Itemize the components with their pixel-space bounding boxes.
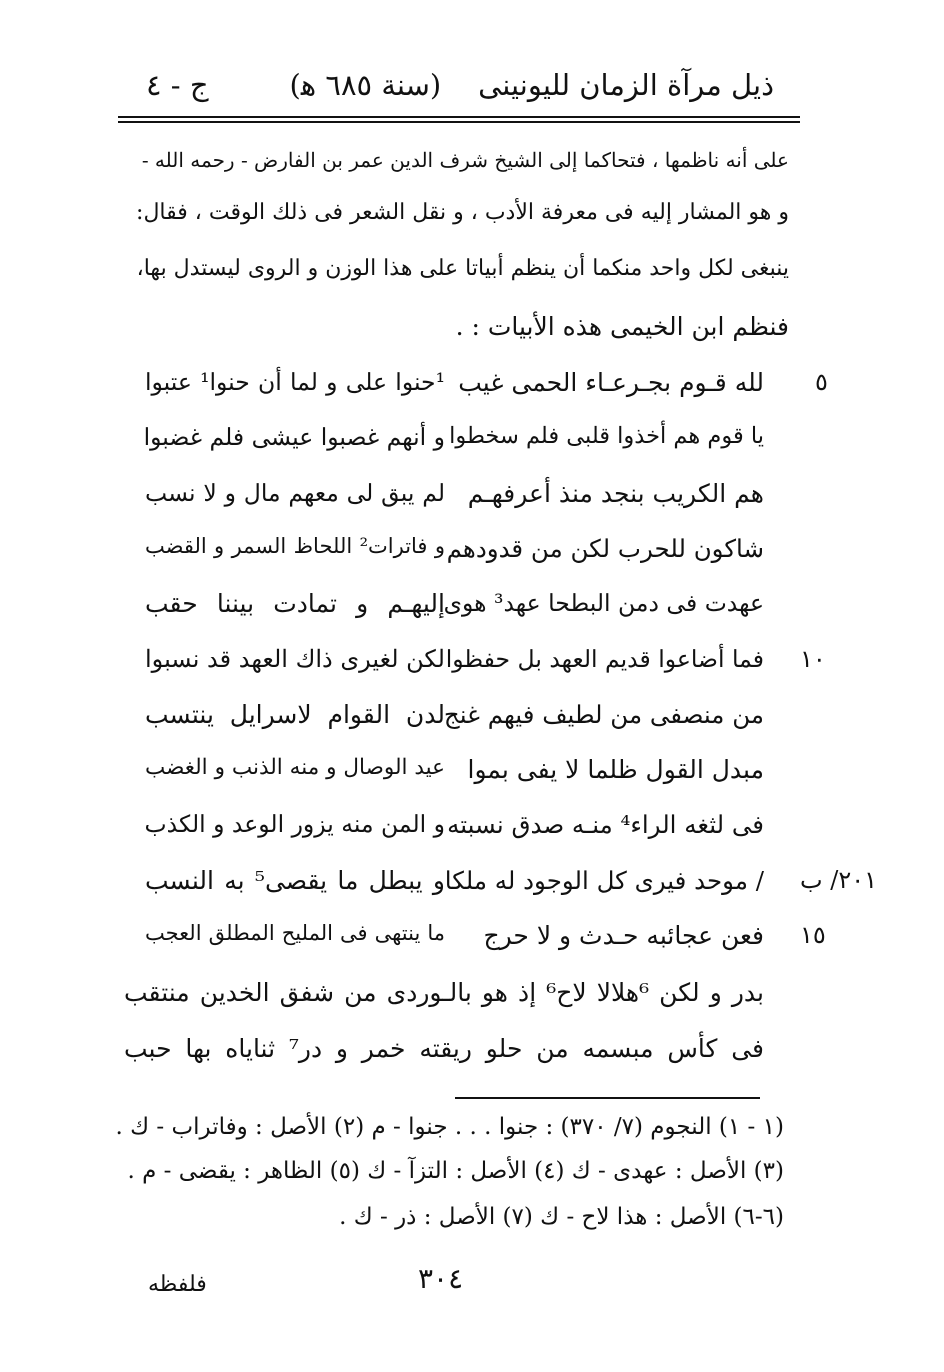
header-year: (سنة ٦٨٥ ﻫ) <box>289 68 442 102</box>
verse-first-hemistich: هم الكريب بنجد منذ أعرفهـم <box>467 479 764 508</box>
verse-second-hemistich: و المن منه يزور الوعد و الكذب <box>144 810 445 838</box>
verse-first-hemistich: عهدت فى دمن البطحا عهد³ هوى <box>443 589 764 617</box>
verse-second-hemistich: و يبطل ما يقصى⁵ به النسب <box>145 866 445 895</box>
page-number: ٣٠٤ <box>418 1262 464 1295</box>
verse-first-hemistich: شاكون للحرب لكن من قدودهم <box>446 534 764 563</box>
verse-line-number: ٥ <box>815 368 828 396</box>
verse-second-hemistich: و أنهم غصبوا عيشى فلم غضبوا <box>143 423 445 451</box>
verse-first-hemistich: يا قوم هم أخذوا قلبى فلم سخطوا <box>449 423 764 449</box>
prose-line: ينبغى لكل واحد منكما أن ينظم أبياتا على هذا الوزن و الروى ليستدل بها، <box>136 256 789 281</box>
verse-first-hemistich: فعن عجائبه حـدث و لا حرج <box>483 921 764 950</box>
verse-first-hemistich: / موحد فيرى كل الوجود له ملكا <box>444 866 764 895</box>
verse-line-number: ١٠ <box>800 645 826 673</box>
verse-second-hemistich: لدن القوام لاسرايل ينتسب <box>145 700 445 729</box>
prose-line: و هو المشار إليه فى معرفة الأدب ، و نقل الشعر فى ذلك الوقت ، فقال: <box>136 200 789 225</box>
footnote-line: (٣) الأصل : عهدى - ك (٤) الأصل : التزآ - ك (٥) الظاهر : يقضى - م . <box>127 1158 784 1184</box>
header-rule <box>118 116 800 118</box>
header-rule-thin <box>118 121 800 123</box>
verse-first-hemistich: مبدل القول ظلما لا يفى بموا <box>467 755 764 784</box>
verse-second-hemistich: إليهـم و تمادت بيننا حقب <box>145 589 445 618</box>
footnote-rule <box>455 1097 760 1099</box>
footnote-line: (١ - ١) النجوم (٧/ ٣٧٠) : جنوا . . . جنوا - م (٢) الأصل : وفاتراب - ك . <box>115 1114 784 1140</box>
running-header-title <box>290 68 774 102</box>
verse-wide-line: فى كأس مبسمه من حلو ريقته خمر و در⁷ ثناياه بها حبب <box>124 1034 764 1063</box>
verse-second-hemistich: لم يبق لى معهم مال و لا نسب <box>145 479 445 507</box>
volume-label: ج - ٤ <box>146 68 209 102</box>
verse-first-hemistich: فى لثغه الراء⁴ منـه صدق نسبته <box>447 810 764 839</box>
book-title: ذيل مرآة الزمان لليونينى <box>478 68 774 102</box>
verse-second-hemistich: و فاترات² اللحاظ السمر و القضب <box>145 534 445 558</box>
verse-second-hemistich: عيد الوصال و منه الذنب و الغضب <box>145 755 445 780</box>
verse-first-hemistich: لله قـوم بجـرعـاء الحمى غيب <box>458 368 764 397</box>
verse-first-hemistich: فما أضاعوا قديم العهد بل حفظوا <box>445 645 764 673</box>
verse-wide-line: بدر و لكن ⁶هلالا لاح⁶ إذ هو بالـوردى من شفق الخدين منتقب <box>124 978 764 1007</box>
verse-second-hemistich: ما ينتهى فى المليح المطلق العجب <box>145 921 445 945</box>
verse-first-hemistich: من منصفى من لطيف فيهم غنج <box>443 700 764 729</box>
footnote-line: (٦-٦) الأصل : هذا لاح - ك (٧) الأصل : ذر - ك . <box>339 1204 784 1230</box>
verse-second-hemistich: ¹حنوا على و لما أن حنوا¹ عتبوا <box>145 368 446 396</box>
verse-line-number: ١٥ <box>800 921 826 949</box>
verse-line-number: ٢٠١/ ب <box>800 866 877 894</box>
prose-line: على أنه ناظمها ، فتحاكما إلى الشيخ شرف الدين عمر بن الفارض - رحمه الله - <box>141 148 789 172</box>
prose-line: فنظم ابن الخيمى هذه الأبيات : . <box>455 312 789 341</box>
catchword: فلفظه <box>148 1272 207 1297</box>
verse-second-hemistich: لكن لغيرى ذاك العهد قد نسبوا <box>145 645 445 673</box>
